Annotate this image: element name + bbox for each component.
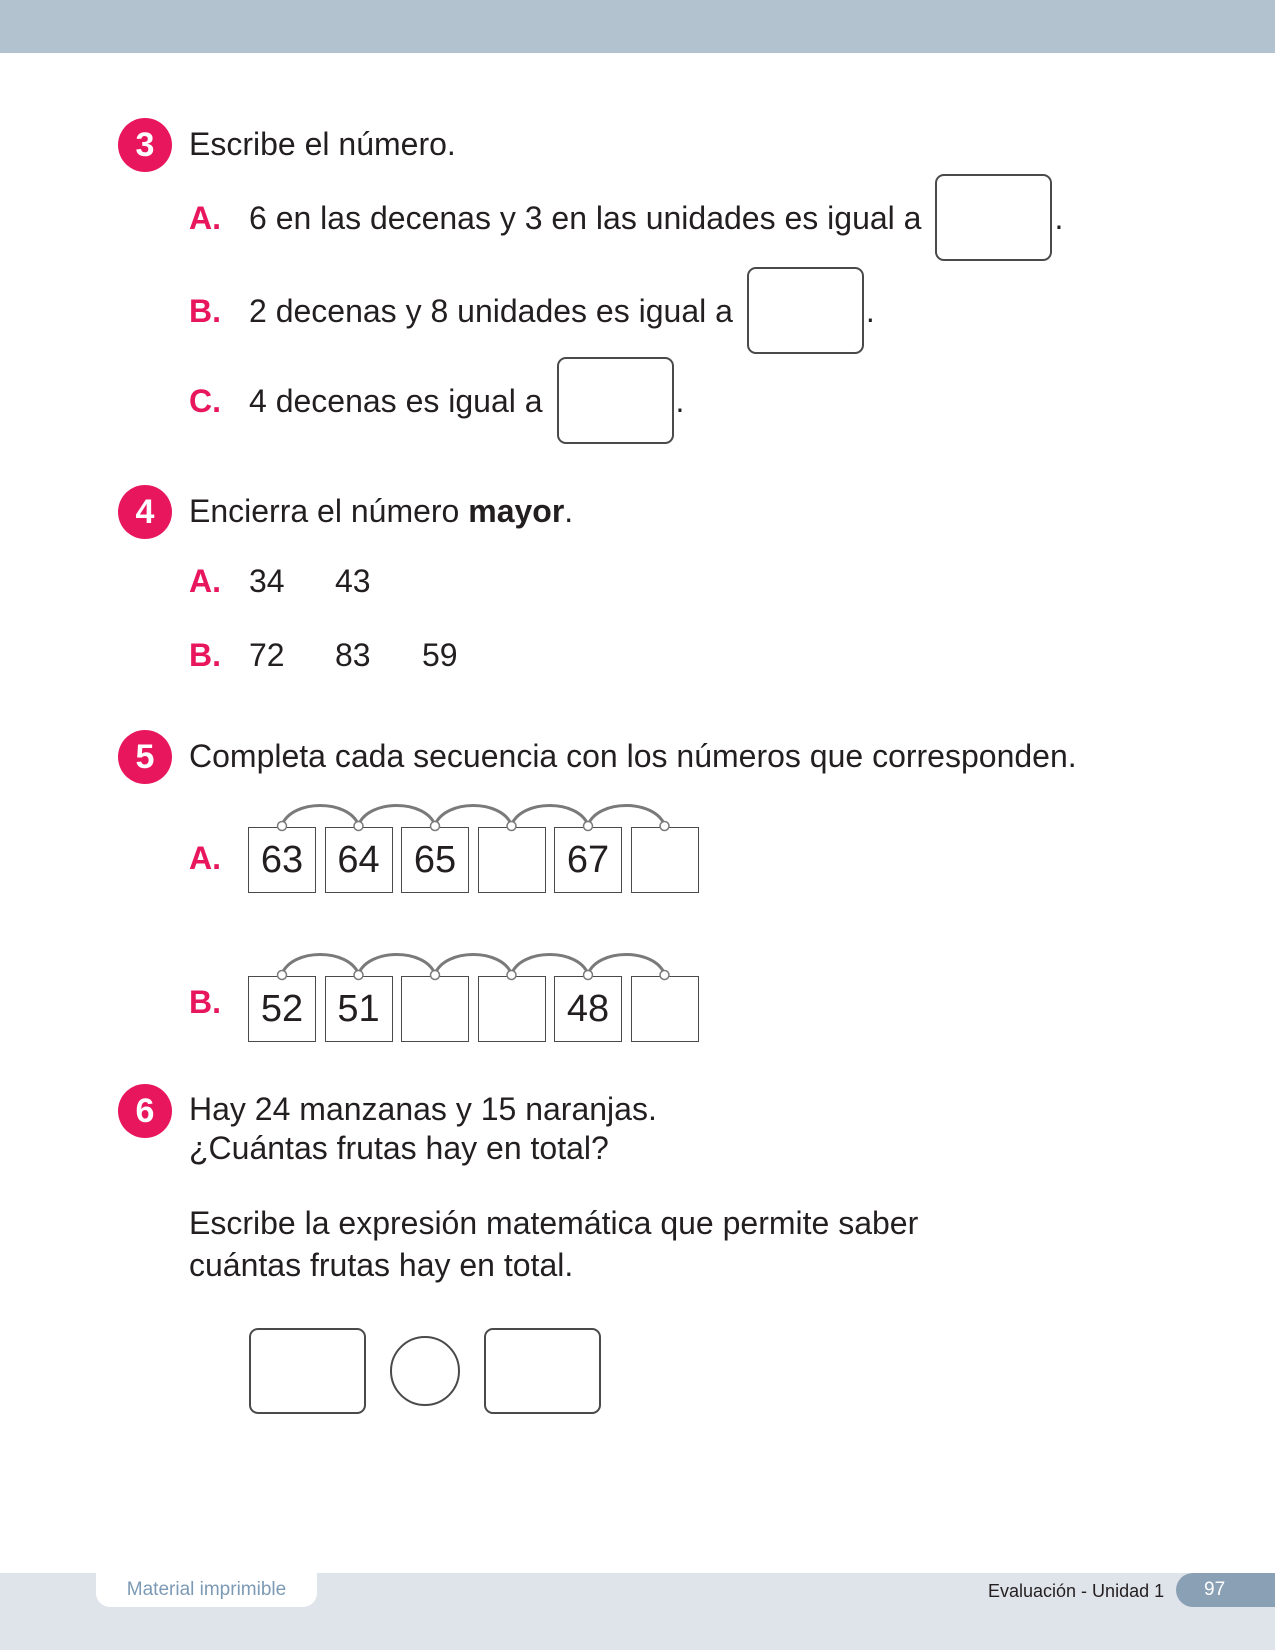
connector-arc <box>588 955 665 975</box>
question-number-badge: 5 <box>118 730 172 784</box>
question-title <box>189 495 573 527</box>
ring-icon <box>584 971 593 980</box>
title-bold: mayor <box>468 493 565 529</box>
item-label: C. <box>189 382 221 419</box>
connector-arc <box>435 955 512 975</box>
ring-icon <box>660 971 669 980</box>
ring-icon <box>507 971 516 980</box>
sequence-arcs <box>248 946 707 986</box>
answer-box[interactable] <box>557 357 674 444</box>
connector-arc <box>282 806 359 826</box>
sequence-cell: 64 <box>325 827 393 893</box>
item-label: A. <box>189 199 221 236</box>
item-text: 2 decenas y 8 unidades es igual a <box>249 292 733 329</box>
ring-icon <box>354 822 363 831</box>
sequence-cell: 51 <box>325 976 393 1042</box>
problem-line: ¿Cuántas frutas hay en total? <box>189 1130 609 1166</box>
page-number: 97 <box>1176 1573 1275 1607</box>
number-option[interactable]: 34 <box>249 563 285 599</box>
q3-item-b <box>189 267 875 354</box>
sequence-cell: 63 <box>248 827 316 893</box>
q3-item-a <box>189 174 1063 261</box>
connector-arc <box>512 806 589 826</box>
q3-item-c <box>189 357 684 444</box>
sequence-arcs <box>248 797 707 837</box>
number-option[interactable]: 59 <box>422 637 458 673</box>
question-number-badge: 3 <box>118 118 172 172</box>
item-text: 4 decenas es igual a <box>249 382 543 419</box>
connector-arc <box>435 806 512 826</box>
period: . <box>865 292 875 329</box>
ring-icon <box>660 822 669 831</box>
ring-icon <box>354 971 363 980</box>
number-option[interactable]: 72 <box>249 637 285 673</box>
sequence-cell: 65 <box>401 827 469 893</box>
sequence-cell: 52 <box>248 976 316 1042</box>
period: . <box>675 382 685 419</box>
question-number-badge: 6 <box>118 1084 172 1138</box>
sequence-cell: 67 <box>554 827 622 893</box>
number-option[interactable]: 83 <box>335 637 371 673</box>
answer-box[interactable] <box>747 267 864 354</box>
item-label: B. <box>189 292 221 329</box>
instruction-line: Escribe la expresión matemática que permite saber <box>189 1205 919 1241</box>
operator-circle[interactable] <box>390 1336 460 1406</box>
ring-icon <box>507 822 516 831</box>
number-option[interactable]: 43 <box>335 563 371 599</box>
first-number-box[interactable] <box>249 1328 366 1414</box>
answer-box[interactable] <box>935 174 1052 261</box>
item-label: A. <box>189 563 221 599</box>
ring-icon <box>278 822 287 831</box>
footer-section-title: Evaluación - Unidad 1 <box>988 1581 1165 1601</box>
title-text: Encierra el número <box>189 493 469 529</box>
footer-material-tab: Material imprimible <box>96 1573 317 1607</box>
question-title: Escribe el número. <box>189 126 456 162</box>
sequence-cell: 48 <box>554 976 622 1042</box>
question-number-badge: 4 <box>118 485 172 539</box>
second-number-box[interactable] <box>484 1328 601 1414</box>
item-label: B. <box>189 637 221 673</box>
top-band <box>0 0 1275 53</box>
ring-icon <box>584 822 593 831</box>
sequence-label: B. <box>189 984 221 1020</box>
ring-icon <box>431 822 440 831</box>
problem-line: Hay 24 manzanas y 15 naranjas. <box>189 1091 657 1127</box>
period: . <box>1054 199 1064 236</box>
question-title: Completa cada secuencia con los números que corresponden. <box>189 738 1077 774</box>
ring-icon <box>431 971 440 980</box>
instruction-line: cuántas frutas hay en total. <box>189 1247 574 1283</box>
title-end: . <box>564 493 574 529</box>
connector-arc <box>359 955 436 975</box>
connector-arc <box>588 806 665 826</box>
connector-arc <box>512 955 589 975</box>
connector-arc <box>359 806 436 826</box>
sequence-label: A. <box>189 840 221 876</box>
ring-icon <box>278 971 287 980</box>
item-text: 6 en las decenas y 3 en las unidades es igual a <box>249 199 922 236</box>
connector-arc <box>282 955 359 975</box>
